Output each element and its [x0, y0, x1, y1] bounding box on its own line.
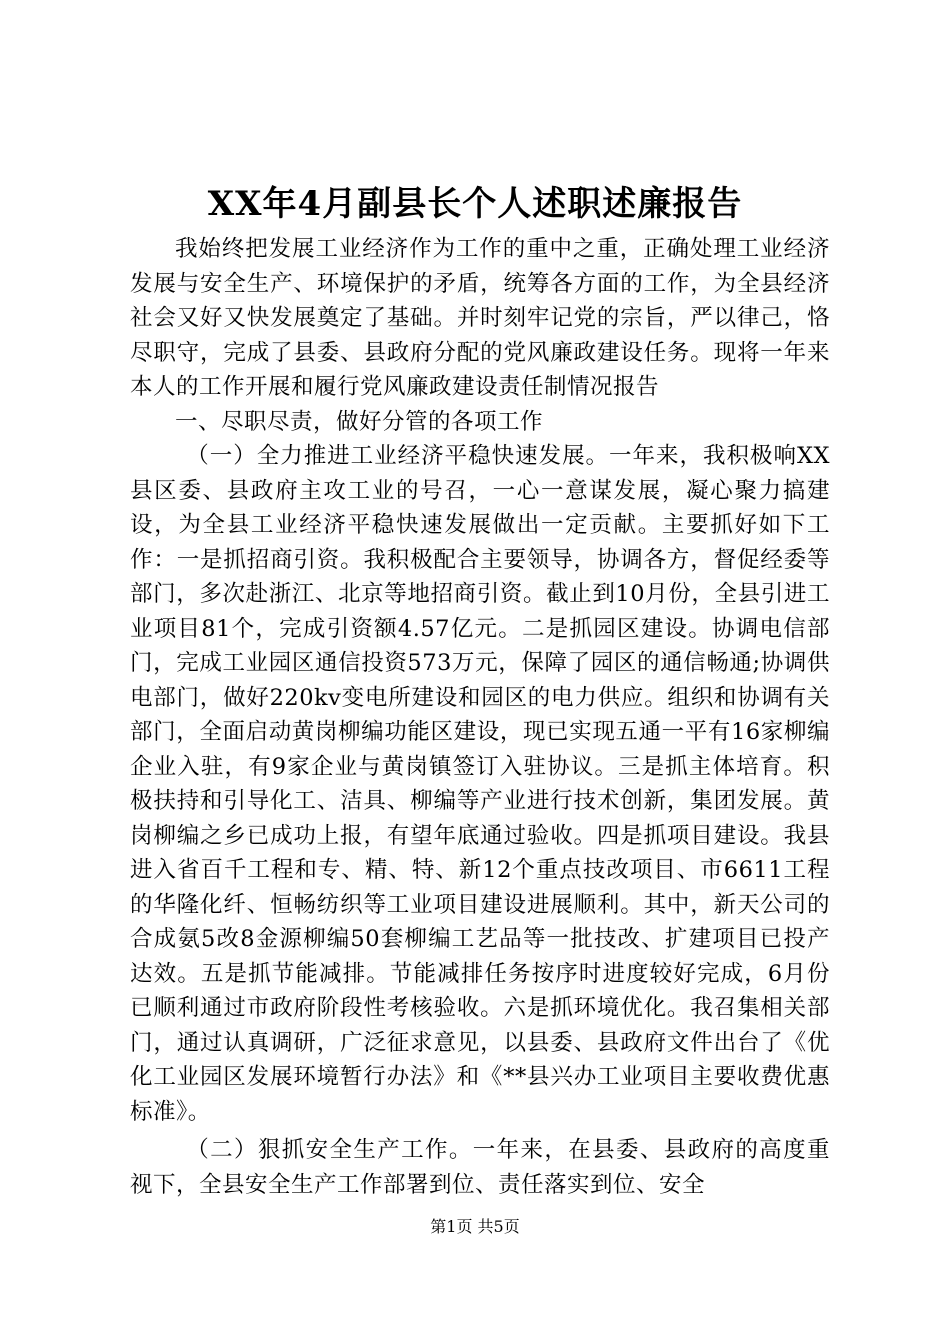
document-title: XX年4月副县长个人述职述廉报告 [207, 184, 743, 224]
section-heading-1: 一、尽职尽责，做好分管的各项工作 [175, 408, 544, 435]
page-number: 第1页 共5页 [430, 1217, 520, 1236]
paragraph-safety-production: （二）狠抓安全生产工作。一年来，在县委、县政府的高度重视下，全县安全生产工作部署到位、责任落实到位、安全 [130, 1137, 830, 1198]
paragraph-intro: 我始终把发展工业经济作为工作的重中之重，正确处理工业经济发展与安全生产、环境保护的矛盾，统筹各方面的工作，为全县经济社会又好又快发展奠定了基础。并时刻牢记党的宗旨，严以律己，恪尽职守，完成了县委、县政府分配的党风廉政建设任务。现将一年来本人的工作开展和履行党风廉政建设责任制情况报告 [130, 236, 830, 400]
paragraph-industrial-economy: （一）全力推进工业经济平稳快速发展。一年来，我积极响XX县区委、县政府主攻工业的号召，一心一意谋发展，凝心聚力搞建设，为全县工业经济平稳快速发展做出一定贡献。主要抓好如下工作：一是抓招商引资。我积极配合主要领导，协调各方，督促经委等部门，多次赴浙江、北京等地招商引资。截止到10月份，全县引进工业项目81个，完成引资额4.57亿元。二是抓园区建设。协调电信部门，完成工业园区通信投资573万元，保障了园区的通信畅通;协调供电部门，做好220kv变电所建设和园区的电力供应。组织和协调有关部门，全面启动黄岗柳编功能区建设，现已实现五通一平有16家柳编企业入驻，有9家企业与黄岗镇签订入驻协议。三是抓主体培育。积极扶持和引导化工、洁具、柳编等产业进行技术创新，集团发展。黄岗柳编之乡已成功上报，有望年底通过验收。四是抓项目建设。我县进入省百千工程和专、精、特、新12个重点技改项目、市6611工程的华隆化纤、恒畅纺织等工业项目建设进展顺利。其中，新天公司的合成氨5改8金源柳编50套柳编工艺品等一批技改、扩建项目已投产达效。五是抓节能减排。节能减排任务按序时进度较好完成，6月份已顺利通过市政府阶段性考核验收。六是抓环境优化。我召集相关部门，通过认真调研，广泛征求意见，以县委、县政府文件出台了《优化工业园区发展环境暂行办法》和《**县兴办工业项目主要收费优惠标准》。 [130, 443, 830, 1125]
document-body [130, 232, 830, 1202]
